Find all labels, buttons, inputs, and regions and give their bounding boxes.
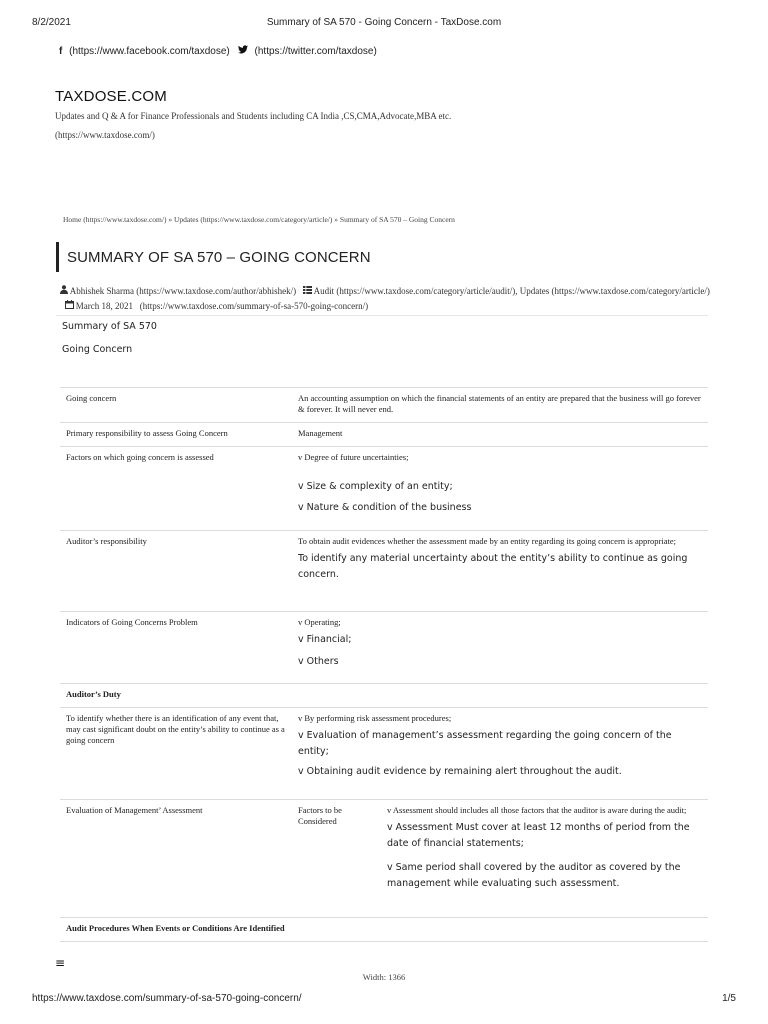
category-links[interactable]: Audit (https://www.taxdose.com/category/article/audit/), Updates (https://www.taxdose.com/category/article/) (313, 286, 710, 296)
row-label: To identify whether there is an identification of any event that, may cast significant doubt on the entity’s ability to continue as a going concern (60, 708, 292, 800)
calendar-icon (62, 301, 76, 311)
row-label: Factors on which going concern is assessed (60, 447, 292, 531)
row-subheading: Factors to be Considered (292, 800, 381, 918)
breadcrumb (63, 215, 455, 224)
social-links (59, 45, 377, 57)
post-date: March 18, 2021 (75, 300, 133, 311)
intro-heading: Summary of SA 570 (62, 321, 157, 332)
row-label: Primary responsibility to assess Going Concern (60, 423, 292, 447)
row-value (292, 612, 708, 684)
menu-icon[interactable]: ≡ (55, 956, 66, 970)
breadcrumb-separator: » (166, 215, 174, 224)
site-tagline: Updates and Q & A for Finance Professionals and Students including CA India ,CS,CMA,Advocate,MBA etc. (55, 111, 452, 121)
permalink[interactable]: (https://www.taxdose.com/summary-of-sa-570-going-concern/) (139, 300, 369, 311)
print-date: 8/2/2021 (32, 17, 71, 28)
twitter-link-text: (https://twitter.com/taxdose) (254, 46, 377, 57)
page-title-block (56, 242, 371, 272)
print-url: https://www.taxdose.com/summary-of-sa-570-going-concern/ (32, 993, 302, 1004)
list-item: v Same period shall covered by the auditor as covered by the management while evaluating such assessment. (387, 862, 681, 889)
facebook-icon: f (59, 45, 63, 57)
table-row (60, 800, 708, 918)
list-item: To obtain audit evidences whether the assessment made by an entity regarding its going concern is appropriate; (298, 536, 677, 546)
post-meta (60, 284, 710, 313)
site-url[interactable]: (https://www.taxdose.com/) (55, 130, 155, 140)
twitter-link[interactable] (238, 45, 377, 57)
row-label: Auditor’s Duty (60, 684, 708, 708)
divider (56, 315, 708, 316)
table-row (60, 447, 708, 531)
list-item: To identify any material uncertainty about the entity’s ability to continue as going concern. (298, 553, 688, 580)
page-number: 1/5 (722, 993, 736, 1004)
twitter-icon (238, 46, 251, 57)
list-item: v Operating; (298, 617, 341, 627)
table-row (60, 423, 708, 447)
table-row (60, 612, 708, 684)
table-row (60, 531, 708, 612)
facebook-link-text: (https://www.facebook.com/taxdose) (69, 45, 230, 57)
width-note: Width: 1366 (362, 972, 406, 982)
breadcrumb-separator: » (332, 215, 340, 224)
breadcrumb-home[interactable]: Home (https://www.taxdose.com/) (63, 215, 167, 224)
row-value (381, 800, 708, 918)
row-label: Indicators of Going Concerns Problem (60, 612, 292, 684)
row-value (292, 531, 708, 612)
author-link[interactable]: Abhishek Sharma (https://www.taxdose.com/author/abhishek/) (69, 286, 297, 296)
list-item: v Assessment Must cover at least 12 months of period from the date of financial statements; (387, 822, 690, 849)
table-row (60, 684, 708, 708)
page-title: SUMMARY OF SA 570 – GOING CONCERN (67, 248, 371, 266)
site-title[interactable]: TAXDOSE.COM (55, 88, 167, 105)
row-label: Evaluation of Management’ Assessment (60, 800, 292, 918)
row-label: Audit Procedures When Events or Conditions Are Identified (60, 918, 708, 942)
list-item: v Size & complexity of an entity; (298, 481, 453, 492)
table-row (60, 388, 708, 423)
list-item: v Obtaining audit evidence by remaining alert throughout the audit. (298, 766, 622, 777)
list-item: v Nature & condition of the business (298, 502, 472, 513)
row-value: An accounting assumption on which the financial statements of an entity are prepared that the business will go forever & forever. It will never end. (292, 388, 708, 423)
row-label: Auditor’s responsibility (60, 531, 292, 612)
list-item: v Financial; (298, 634, 352, 645)
row-value (292, 708, 708, 800)
breadcrumb-updates[interactable]: Updates (https://www.taxdose.com/category/article/) (173, 215, 333, 224)
list-item: v Assessment should includes all those factors that the auditor is aware during the audit; (387, 805, 687, 815)
list-item: v Degree of future uncertainties; (298, 452, 409, 462)
table-row (60, 918, 708, 942)
print-page-title: Summary of SA 570 - Going Concern - TaxDose.com (266, 17, 502, 28)
list-item: v By performing risk assessment procedures; (298, 713, 452, 723)
user-icon (60, 286, 70, 296)
breadcrumb-current: Summary of SA 570 – Going Concern (339, 215, 455, 224)
row-value (292, 447, 708, 531)
summary-table (60, 387, 708, 942)
row-value: Management (292, 423, 708, 447)
table-row (60, 708, 708, 800)
row-label: Going concern (60, 388, 292, 423)
facebook-link[interactable] (59, 46, 230, 57)
intro-subheading: Going Concern (62, 344, 133, 355)
list-item: v Others (298, 656, 339, 667)
list-item: v Evaluation of management’s assessment regarding the going concern of the entity; (298, 730, 672, 757)
grid-icon (301, 286, 314, 296)
